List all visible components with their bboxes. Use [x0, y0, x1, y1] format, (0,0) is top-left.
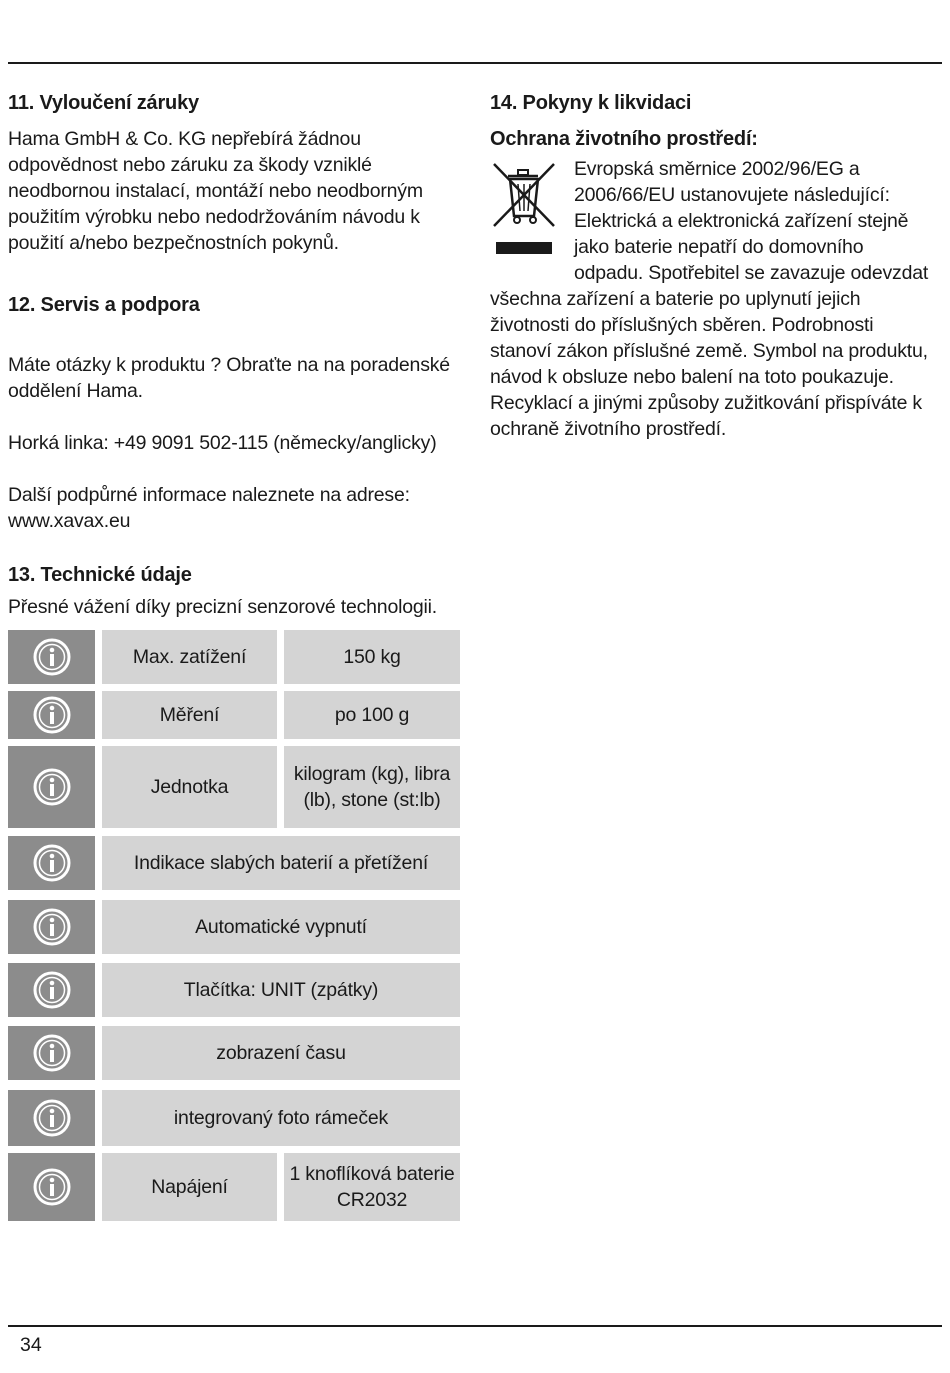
section-warranty: [8, 88, 463, 256]
spec-row: [8, 900, 460, 954]
spec-row: [8, 1026, 460, 1080]
warranty-text: Hama GmbH & Co. KG nepřebírá žádnou odpovědnost nebo záruku za škody vzniklé neodbornou instalací, montáží nebo neodborným použitím výrobku nebo nedodržováním návodu k použití a/nebo bezpečnostních pokynů.: [8, 128, 423, 254]
info-icon: [32, 843, 72, 883]
disposal-line: Elektrická a elektronická zařízení stejně: [574, 210, 909, 232]
spec-feature: Indikace slabých baterií a přetížení: [102, 836, 460, 890]
spec-feature: zobrazení času: [102, 1026, 460, 1080]
section-heading-service: 12. Servis a podpora: [8, 294, 200, 316]
info-icon: [32, 1167, 72, 1207]
info-icon-cell: [8, 963, 95, 1017]
info-icon-cell: [8, 836, 95, 890]
section-heading-technical: 13. Technické údaje: [8, 564, 192, 586]
spec-row: [8, 746, 460, 828]
spec-feature: Tlačítka: UNIT (zpátky): [102, 963, 460, 1017]
spec-row: [8, 1153, 460, 1221]
disposal-text-rest: všechna zařízení a baterie po uplynutí jejich životnosti do příslušných sběren. Podrobnosti stanoví zákon příslušné země. Symbol na produktu, návod k obsluze nebo balení na toto poukazuje. Recyklací a jinými způsoby zužitkování přispíváte k ochraně životního prostředí.: [490, 288, 928, 440]
disposal-line: odpadu. Spotřebitel se zavazuje odevzdat: [574, 262, 929, 284]
info-icon-cell: [8, 630, 95, 684]
info-icon-cell: [8, 1153, 95, 1221]
section-heading-disposal: 14. Pokyny k likvidaci: [490, 92, 692, 114]
info-icon-cell: [8, 691, 95, 739]
spec-feature: integrovaný foto rámeček: [102, 1090, 460, 1146]
info-icon-cell: [8, 1026, 95, 1080]
page-number: 34: [20, 1334, 42, 1356]
section-technical: [8, 560, 463, 620]
spec-label: Jednotka: [102, 746, 277, 828]
disposal-subheading: Ochrana životního prostředí:: [490, 128, 758, 150]
header-rule: [8, 62, 942, 64]
info-icon: [32, 637, 72, 677]
disposal-line: jako baterie nepatří do domovního: [574, 236, 864, 258]
disposal-text: [490, 156, 940, 442]
spec-feature: Automatické vypnutí: [102, 900, 460, 954]
spec-value: 150 kg: [284, 630, 460, 684]
weee-crossed-bin-icon: [490, 162, 556, 258]
left-column: [8, 88, 463, 620]
section-service: [8, 290, 463, 534]
disposal-body: [490, 156, 940, 442]
info-icon: [32, 1098, 72, 1138]
technical-intro-text: Přesné vážení díky precizní senzorové technologii.: [8, 596, 437, 618]
spec-row: [8, 691, 460, 739]
spec-value: kilogram (kg), libra (lb), stone (st:lb): [284, 746, 460, 828]
service-website-text: Další podpůrné informace naleznete na adrese: www.xavax.eu: [8, 484, 410, 532]
spec-row: [8, 630, 460, 684]
section-disposal: [490, 88, 940, 442]
info-icon: [32, 767, 72, 807]
info-icon-cell: [8, 1090, 95, 1146]
info-icon-cell: [8, 900, 95, 954]
service-hotline-text: Horká linka: +49 9091 502-115 (německy/anglicky): [8, 432, 437, 454]
info-icon-cell: [8, 746, 95, 828]
spec-row: [8, 1090, 460, 1146]
spec-value: po 100 g: [284, 691, 460, 739]
service-question-text: Máte otázky k produktu ? Obraťte na na poradenské oddělení Hama.: [8, 354, 450, 402]
info-icon: [32, 970, 72, 1010]
disposal-line: Evropská směrnice 2002/96/EG a: [574, 158, 860, 180]
spec-row: [8, 963, 460, 1017]
info-icon: [32, 695, 72, 735]
spec-label: Max. zatížení: [102, 630, 277, 684]
spec-label: Napájení: [102, 1153, 277, 1221]
spec-value: 1 knoflíková baterie CR2032: [284, 1153, 460, 1221]
spec-row: [8, 836, 460, 890]
section-heading-warranty: 11. Vyloučení záruky: [8, 92, 199, 114]
right-column: [490, 88, 940, 442]
info-icon: [32, 1033, 72, 1073]
spec-label: Měření: [102, 691, 277, 739]
disposal-line: 2006/66/EU ustanovujete následující:: [574, 184, 890, 206]
info-icon: [32, 907, 72, 947]
footer-rule: [8, 1325, 942, 1327]
